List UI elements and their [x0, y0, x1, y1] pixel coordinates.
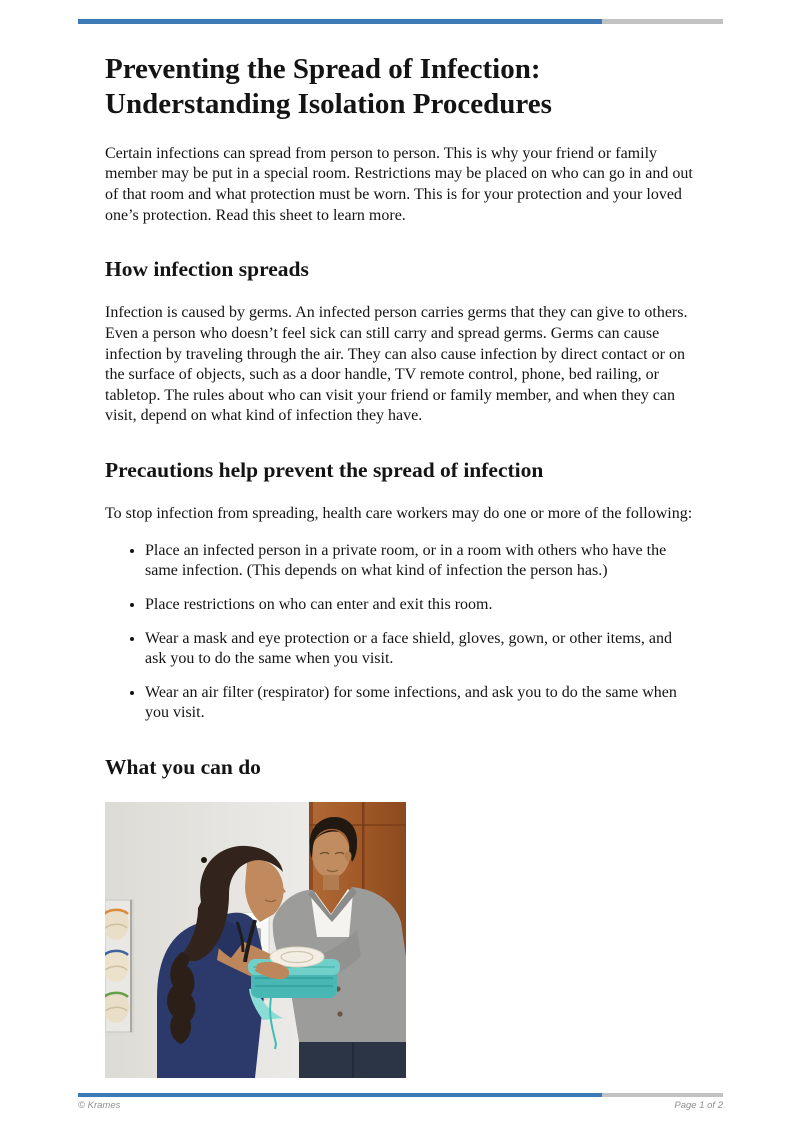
list-item: • Wear an air filter (respirator) for some infections, and ask you to do the same when you visit. [145, 683, 695, 724]
ear [345, 851, 352, 861]
footer-rule [78, 1093, 723, 1097]
list-item: • Wear a mask and eye protection or a face shield, gloves, gown, or other items, and ask you to do the same when you visit. [145, 629, 695, 670]
precautions-list [105, 541, 695, 724]
section-heading-precautions: Precautions help prevent the spread of infection [105, 458, 544, 482]
photo-nurse-handing-gowns [105, 802, 406, 1078]
page-title: Preventing the Spread of Infection: Understanding Isolation Procedures [105, 53, 552, 121]
section-heading-how-infection-spreads: How infection spreads [105, 257, 309, 282]
footer-copyright: © Krames [78, 1100, 121, 1111]
document-body [105, 0, 695, 1078]
list-item: • Place restrictions on who can enter and exit this room. [145, 595, 695, 616]
precautions-paragraph: To stop infection from spreading, health care workers may do one or more of the following: [105, 505, 693, 522]
photo-illustration [105, 802, 406, 1078]
section-heading-what-you-can-do: What you can do [105, 755, 261, 779]
intro-paragraph: Certain infections can spread from person to person. This is why your friend or family member may be put in a special room. Restrictions may be placed on who can go in and out of that room and what protection must be worn. This is for your protection and your loved one’s protection. Read this sheet to learn more. [105, 144, 693, 224]
how-infection-spreads-paragraph: Infection is caused by germs. An infected person carries germs that they can give to others. Even a person who doesn’t feel sick can still carry and spread germs. Germs can cause infection by traveling through the air. They can also cause infection by direct contact or on the surface of objects, such as a door handle, TV remote control, phone, bed railing, or tabletop. The rules about who can visit your friend or family member, and when they can visit, depend on what kind of infection they have. [105, 304, 688, 425]
mask-rack [105, 900, 133, 1032]
neck [323, 875, 339, 890]
footer-page-number: Page 1 of 2 [674, 1100, 723, 1111]
list-item: • Place an infected person in a private room, or in a room with others who have the same infection. (This depends on what kind of infection the person has.) [145, 541, 695, 582]
footer [78, 1100, 723, 1111]
footer-rule-gray-segment [602, 1093, 723, 1097]
footer-rule-blue-segment [78, 1093, 602, 1097]
